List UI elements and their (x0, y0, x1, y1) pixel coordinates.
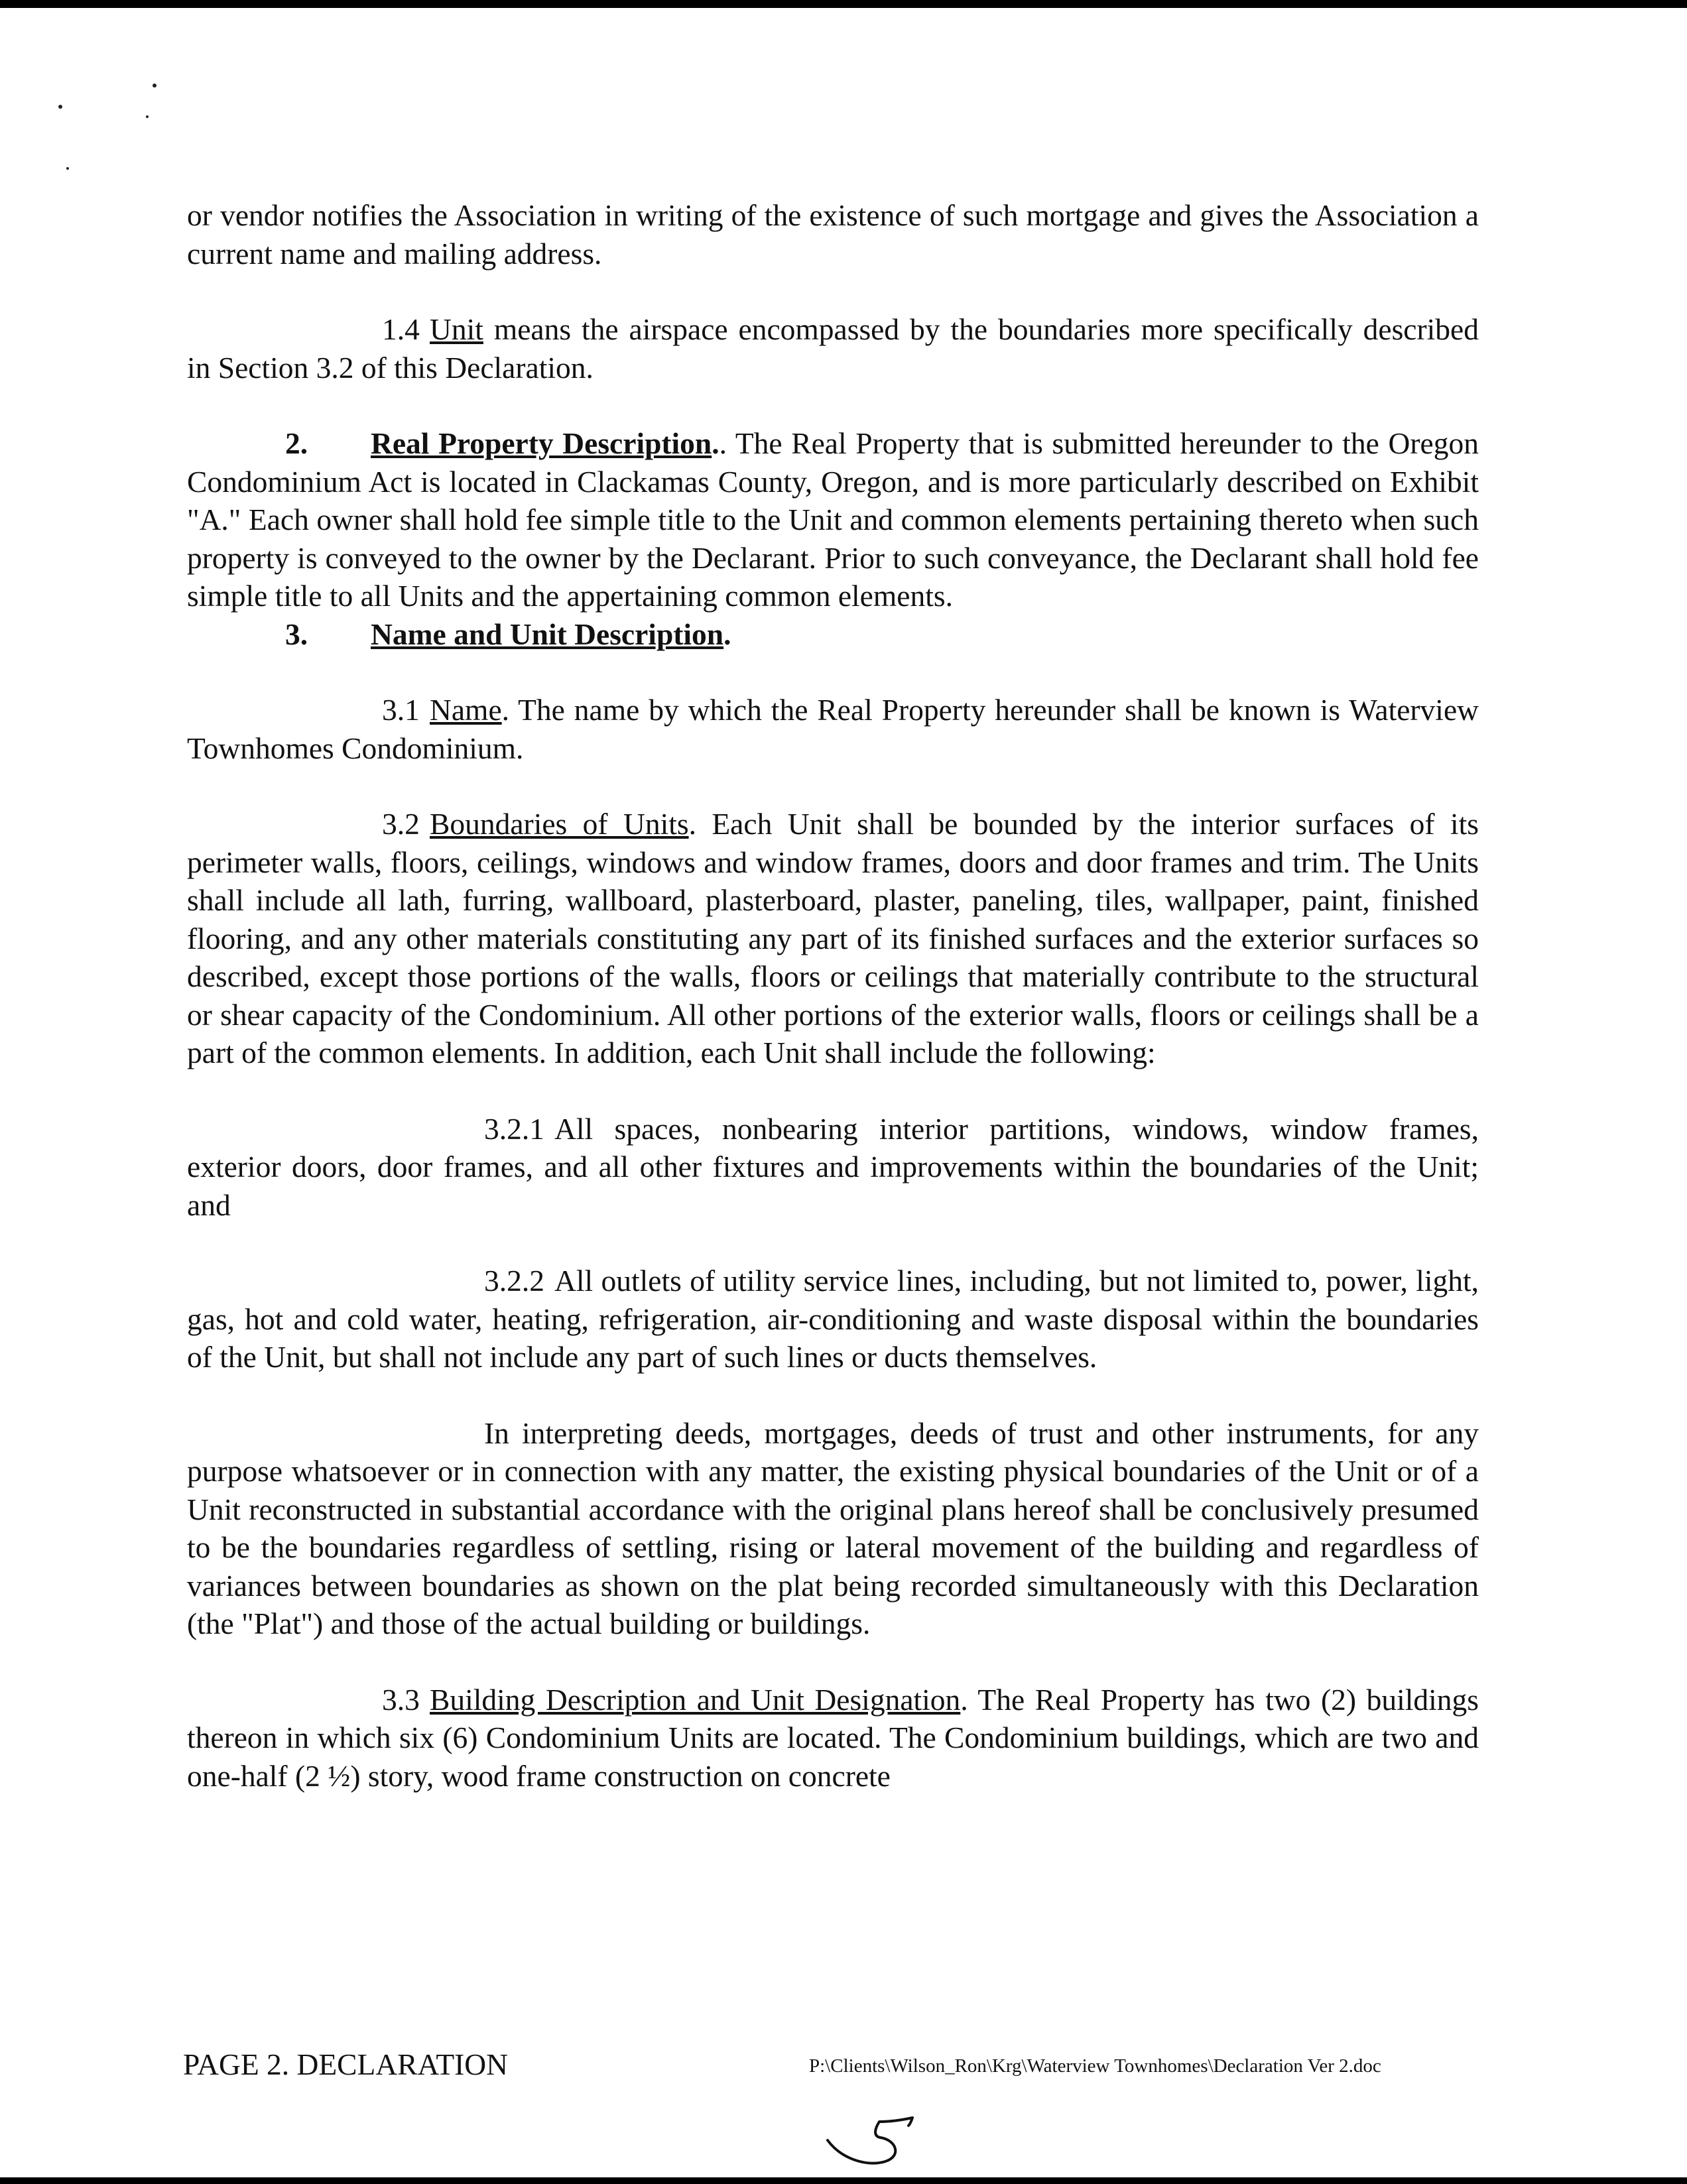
scan-speck (146, 115, 149, 118)
section-2 (187, 424, 1479, 615)
section-3-3 (187, 1681, 1479, 1795)
defined-term: Unit (430, 312, 483, 346)
interpretation-paragraph: In interpreting deeds, mortgages, deeds of trust and other instruments, for any purpose whatsoever or in connection with any matter, the existing physical boundaries of the Unit or of a Unit reconstructed in substantial accordance with the original plans hereof shall be conclusively presumed to be the boundaries regardless of settling, rising or lateral movement of the building and regardless of variances between boundaries as shown on the plat being recorded simultaneously with this Declaration (the "Plat") and those of the actual building or buildings. (187, 1416, 1479, 1640)
scan-top-border (0, 0, 1687, 8)
section-text: All spaces, nonbearing interior partitions, windows, window frames, exterior doors, door frames, and all other fixtures and improvements within the boundaries of the Unit; and (187, 1111, 1479, 1222)
scan-bottom-border (0, 2177, 1687, 2184)
section-number: 3.3 (382, 1682, 420, 1717)
defined-term: Boundaries of Units (430, 807, 689, 841)
section-3-2-2 (187, 1262, 1479, 1376)
section-number: 3.2.1 (484, 1111, 544, 1146)
section-3-2-1 (187, 1110, 1479, 1225)
section-text: . The Real Property that is submitted hereunder to the Oregon Condominium Act is located in Clackamas County, Oregon, and is more particularly described on Exhibit "A." Each owner shall hold fee simple title to the Unit and common elements pertaining thereto when such property is conveyed to the owner by the Declarant. Prior to such conveyance, the Declarant shall hold fee simple title to all Units and the appertaining common elements. (187, 426, 1479, 613)
section-number: 3.2.2 (484, 1264, 544, 1298)
section-text: . The Real Property has two (2) buildings thereon in which six (6) Condominium Units are located. The Condominium buildings, which are two and one-half (2 ½) story, wood frame construction on concrete (187, 1682, 1479, 1793)
section-text: . Each Unit shall be bounded by the interior surfaces of its perimeter walls, floors, ceilings, windows and window frames, doors and door frames and trim. The Units shall include all lath, furring, wallboard, plasterboard, plaster, paneling, tiles, wallpaper, paint, finished flooring, and any other materials constituting any part of its finished surfaces and the exterior surfaces so described, except those portions of the walls, floors or ceilings that materially contribute to the structural or shear capacity of the Condominium. All other portions of the exterior walls, floors or ceilings shall be a part of the common elements. In addition, each Unit shall include the following: (187, 807, 1479, 1069)
section-title: Real Property Description (371, 426, 712, 460)
scan-speck (66, 167, 69, 170)
section-number: 2. (285, 426, 308, 460)
section-number: 3.2 (382, 807, 420, 841)
footer-page-label: PAGE 2. DECLARATION (183, 2047, 508, 2081)
section-text: . The name by which the Real Property hereunder shall be known is Waterview Townhomes Condominium. (187, 693, 1479, 765)
section-text: All outlets of utility service lines, including, but not limited to, power, light, gas, hot and cold water, heating, refrigeration, air-conditioning and waste disposal within the boundaries of the Unit, but shall not include any part of such lines or ducts themselves. (187, 1264, 1479, 1374)
section-number: 3. (285, 617, 308, 651)
section-1-4 (187, 310, 1479, 387)
section-3-heading (187, 615, 1479, 654)
section-text: means the airspace encompassed by the boundaries more specifically described in Section 3.2 of this Declaration. (187, 312, 1479, 385)
section-title: Name and Unit Description (371, 617, 724, 651)
scan-speck (58, 105, 62, 109)
defined-term: Name (430, 693, 502, 727)
handwritten-page-number (822, 2114, 942, 2173)
section-title-punct: . (712, 426, 719, 460)
footer-file-path: P:\Clients\Wilson_Ron\Krg\Waterview Townhomes\Declaration Ver 2.doc (809, 2055, 1381, 2077)
document-body (187, 196, 1479, 1795)
intro-paragraph: or vendor notifies the Association in writing of the existence of such mortgage and gives the Association a current name and mailing address. (187, 198, 1479, 271)
section-number: 3.1 (382, 693, 420, 727)
section-3-1 (187, 691, 1479, 767)
scan-speck (153, 84, 156, 88)
section-3-2 (187, 805, 1479, 1072)
defined-term: Building Description and Unit Designation (430, 1682, 961, 1717)
section-title-punct: . (723, 617, 731, 651)
section-number: 1.4 (382, 312, 420, 346)
